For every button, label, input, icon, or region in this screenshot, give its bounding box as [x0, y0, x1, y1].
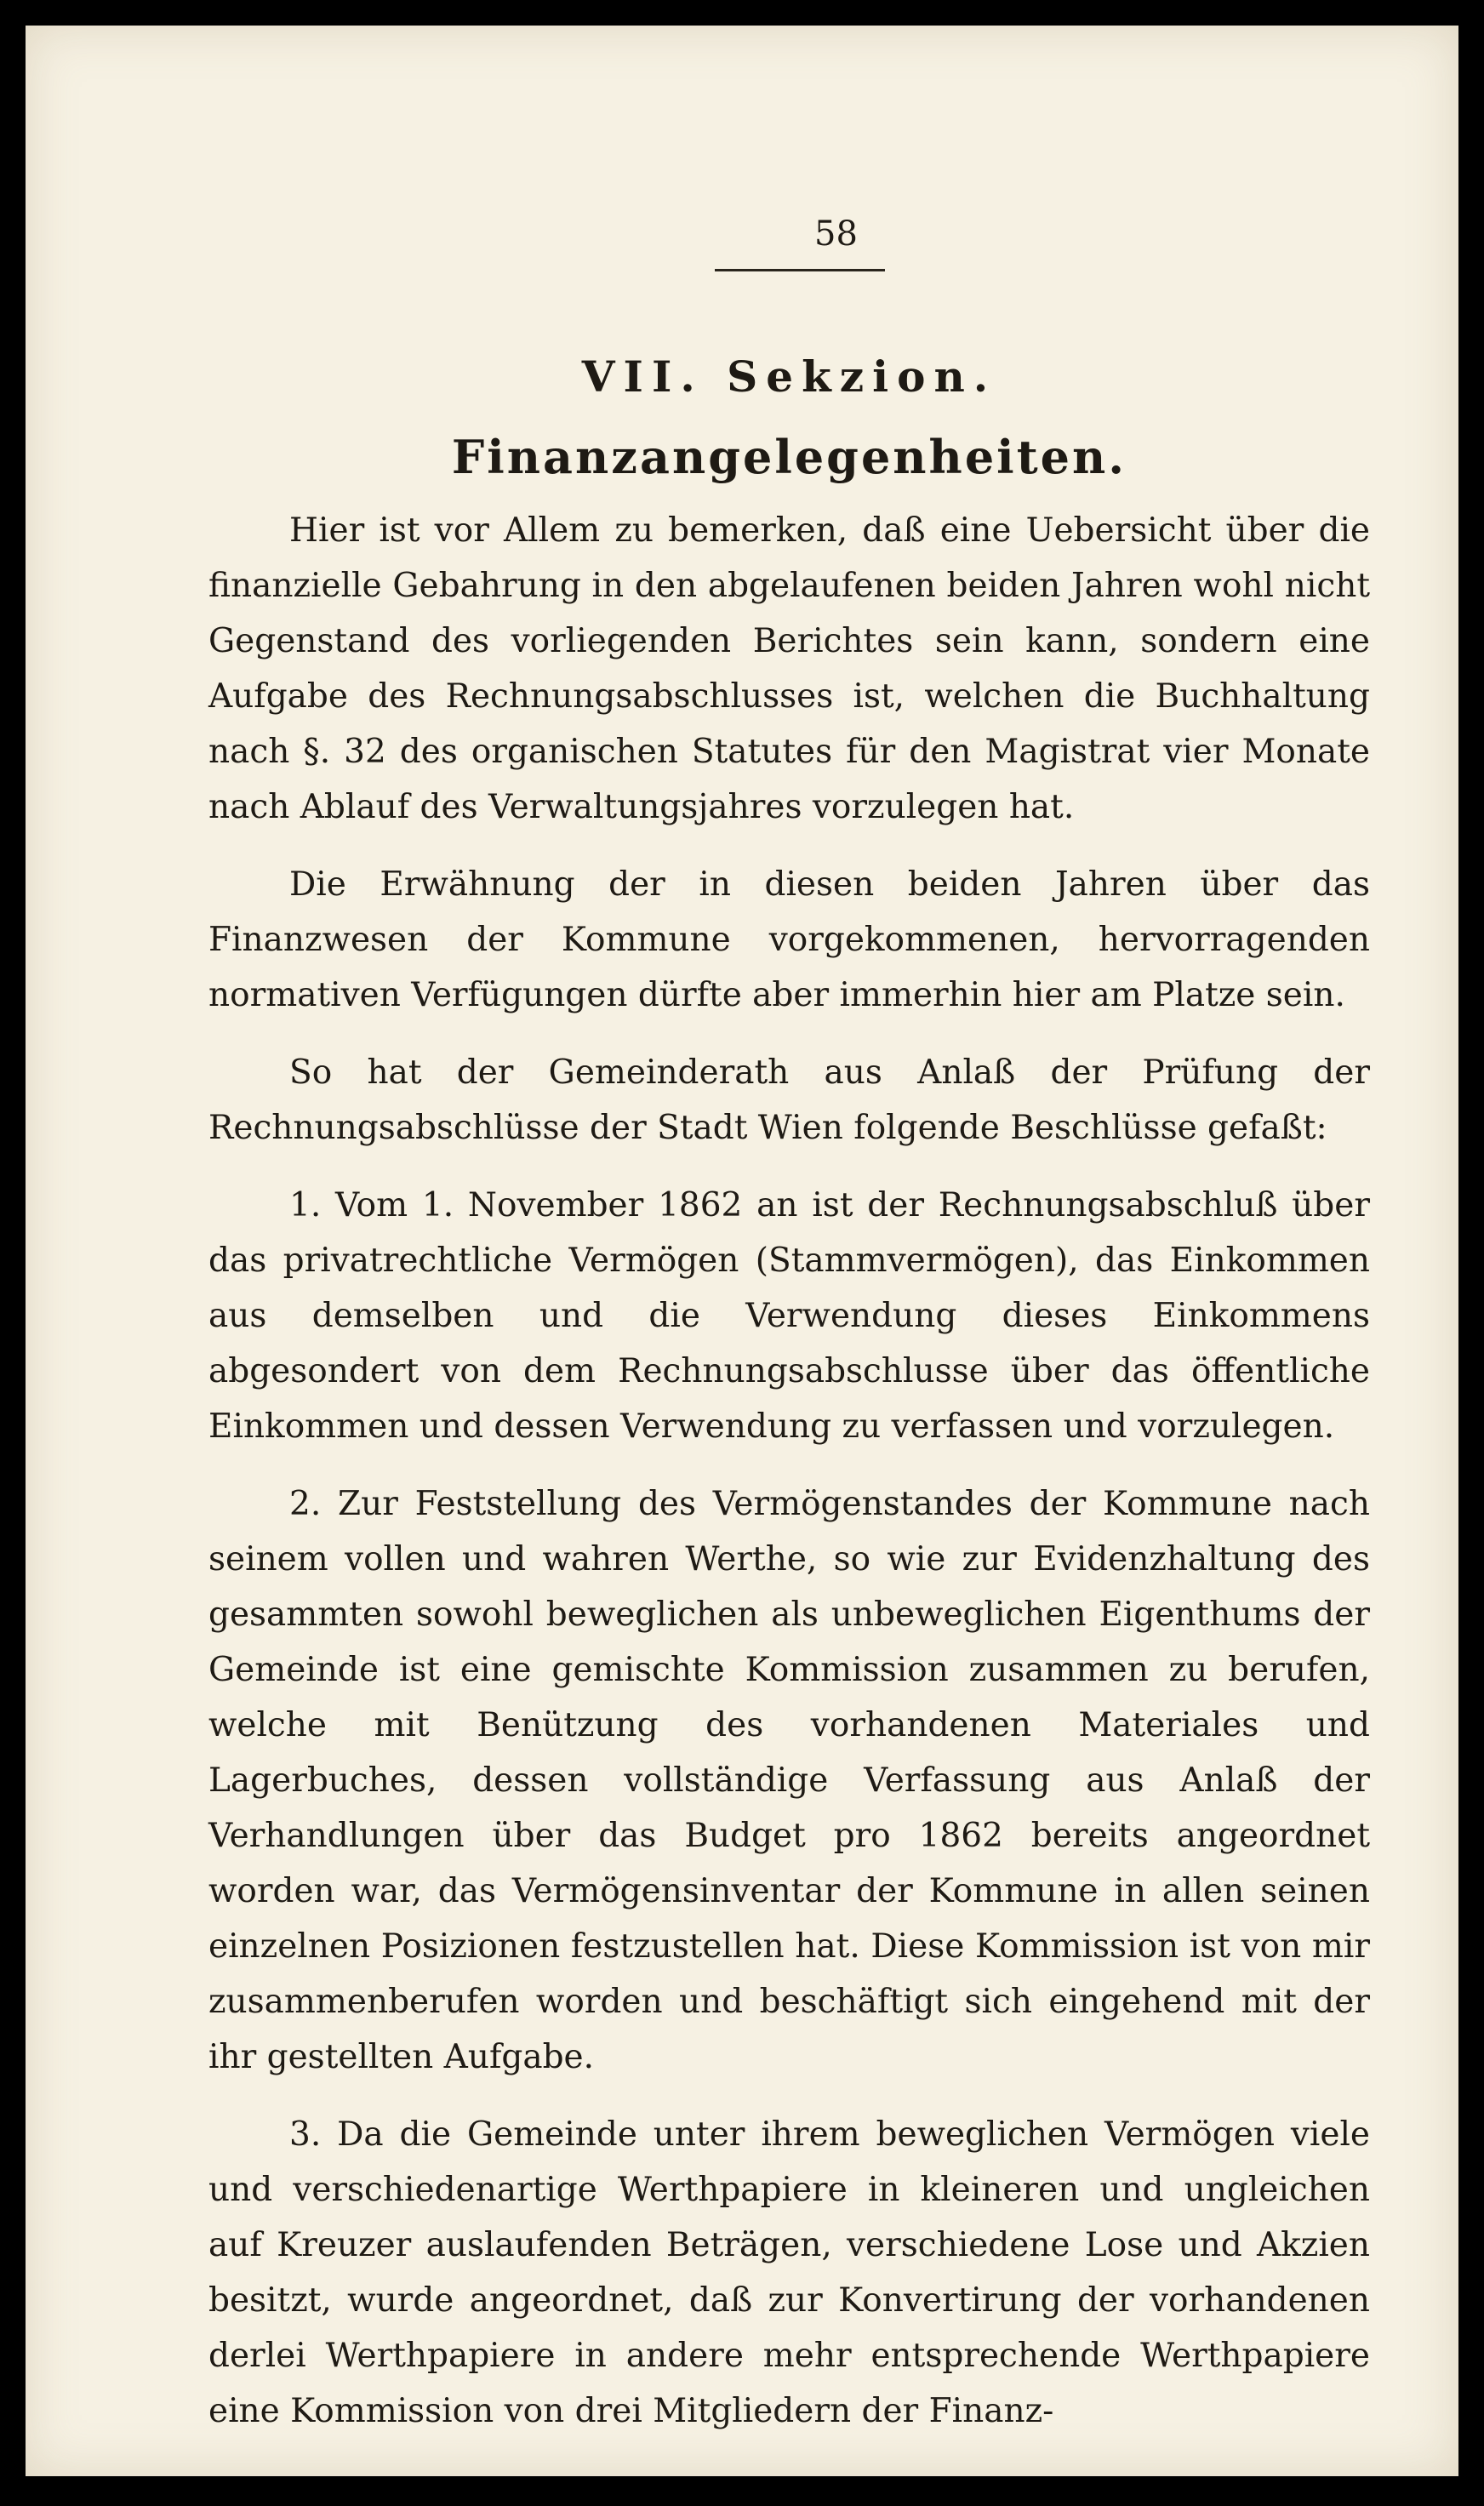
paragraph-resolutions: So hat der Gemeinderath aus Anlaß der Prüfung der Rechnungsabschlüsse der Stadt Wien folgende Beschlüsse gefaßt: — [208, 1053, 1370, 1147]
page-content — [208, 213, 1370, 2439]
paragraph-item-3: 3. Da die Gemeinde unter ihrem beweglichen Vermögen viele und verschiedenartige Werthpapiere in kleineren und ungleichen auf Kreuzer auslaufenden Beträgen, verschiedene Lose und Akzien besitzt, wurde angeordnet, daß zur Konvertirung der vorhandenen derlei Werthpapiere in andere mehr entsprechende Werthpapiere eine Kommission von drei Mitgliedern der Finanz- — [208, 2115, 1370, 2430]
paragraph-mention: Die Erwähnung der in diesen beiden Jahren über das Finanzwesen der Kommune vorgekommenen, hervorragenden normativen Verfügungen dürfte aber immerhin hier am Platze sein. — [208, 865, 1370, 1014]
paper-sheet — [26, 26, 1458, 2476]
section-subtitle: Finanzangelegenheiten. — [451, 430, 1127, 484]
paragraph-intro: Hier ist vor Allem zu bemerken, daß eine Uebersicht über die finanzielle Gebahrung in den abgelaufenen beiden Jahren wohl nicht Gegenstand des vorliegenden Berichtes sein kann, sondern eine Aufgabe des Rechnungsabschlusses ist, welchen die Buchhaltung nach §. 32 des organischen Statutes für den Magistrat vier Monate nach Ablauf des Verwaltungsjahres vorzulegen hat. — [208, 511, 1370, 826]
paragraph-item-2: 2. Zur Feststellung des Vermögenstandes der Kommune nach seinem vollen und wahren Werthe, so wie zur Evidenzhaltung des gesammten sowohl beweglichen als unbeweglichen Eigenthums der Gemeinde ist eine gemischte Kommission zusammen zu berufen, welche mit Benützung des vorhandenen Materiales und Lagerbuches, dessen vollständige Verfassung aus Anlaß der Verhandlungen über das Budget pro 1862 bereits angeordnet worden war, das Vermögensinventar der Kommune in allen seinen einzelnen Posizionen festzustellen hat. Diese Kommission ist von mir zusammenberufen worden und beschäftigt sich eingehend mit der ihr gestellten Aufgabe. — [208, 1485, 1370, 2076]
paragraph-item-1: 1. Vom 1. November 1862 an ist der Rechnungsabschluß über das privatrechtliche Vermögen (Stammvermögen), das Einkommen aus demselben und die Verwendung dieses Einkommens abgesondert von dem Rechnungsabschlusse über das öffentliche Einkommen und dessen Verwendung zu verfassen und vorzulegen. — [208, 1186, 1370, 1446]
page-number-rule — [715, 269, 885, 271]
page-number: 58 — [814, 214, 858, 254]
section-title: VII. Sekzion. — [581, 351, 997, 402]
